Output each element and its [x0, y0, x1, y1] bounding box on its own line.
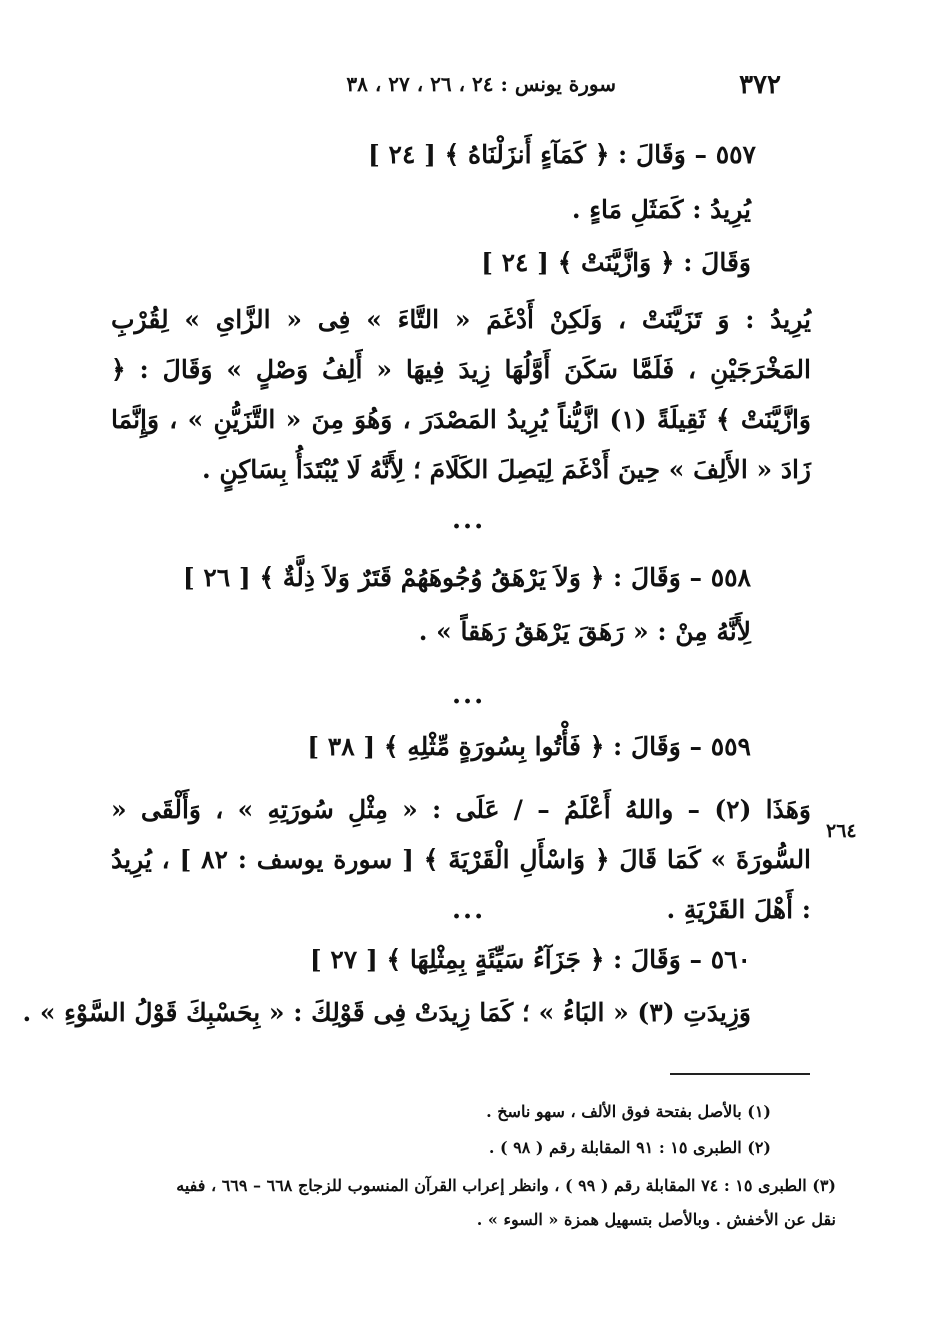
margin-page-reference: ٢٦٤ [826, 820, 857, 842]
footnote-3-line2: نقل عن الأخفش . وبالأصل بتسهيل همزة « السوء » . [476, 1210, 836, 1229]
running-header: سورة يونس : ٢٤ ، ٢٦ ، ٢٧ ، ٣٨ [346, 72, 616, 96]
footnote-1: (١) بالأصل بفتحة فوق الألف ، سهو ناسخ . [486, 1102, 771, 1121]
footnote-2: (٢) الطبرى ١٥ : ٩١ المقابلة رقم ( ٩٨ ) . [488, 1138, 771, 1157]
entry-560-line1: وَزِيدَتِ (٣) « البَاءُ » ؛ كَمَا زِيدَتْ فِى قَوْلِكَ : « بِحَسْبِكَ قَوْلُ السَّوْءِ » . [22, 998, 751, 1027]
entry-557-line1: يُرِيدُ : كَمَثَلِ مَاءٍ . [571, 195, 751, 224]
entry-557-paragraph: يُرِيدُ : وَ تَزَيَّنَتْ ، وَلَكِنْ أَدْغَمَ « التَّاءَ » فِى « الزَّاىِ » لِقُرْبِ المَخْرَجَيْنِ ، فَلَمَّا سَكَنَ أَوَّلُهَا زِيدَ فِيهَا « أَلِفُ وَصْلٍ » وَقَالَ : ﴿ وَازَّيَّنَتْ ﴾ ثَقِيلَةً (١) ازَّيُّناً يُرِيدُ المَصْدَرَ ، وَهُوَ مِنَ « التَّزَيُّنِ » ، وَإِنَّمَا زَادَ « الأَلِفَ » حِينَ أَدْغَمَ لِيَصِلَ الكَلَامَ ؛ لِأَنَّهُ لَا يُبْتَدَأُ بِسَاكِنٍ . [111, 305, 811, 484]
footnote-3-line1: (٣) الطبرى ١٥ : ٧٤ المقابلة رقم ( ٩٩ ) ، وانظر إعراب القرآن المنسوب للزجاج ٦٦٨ – ٦٦٩ ، ففيه [176, 1176, 836, 1195]
entry-559-heading: ٥٥٩ – وَقَالَ : ﴿ فَأْتُوا بِسُورَةٍ مِّثْلِهِ ﴾ [ ٣٨ ] [307, 732, 751, 761]
entry-558-heading: ٥٥٨ – وَقَالَ : ﴿ وَلاَ يَرْهَقُ وُجُوهَهُمْ قَتَرٌ وَلاَ ذِلَّةٌ ﴾ [ ٢٦ ] [182, 563, 751, 592]
entry-557-line2: وَقَالَ : ﴿ وَازَّيَّنَتْ ﴾ [ ٢٤ ] [481, 248, 751, 277]
separator-dots-3: ... [452, 895, 486, 925]
separator-dots-2: ... [452, 680, 486, 710]
footnote-rule [670, 1073, 810, 1075]
entry-557-heading: ٥٥٧ – وَقَالَ : ﴿ كَمَآءٍ أَنزَلْنَاهُ ﴾ [ ٢٤ ] [368, 140, 756, 169]
entry-558-line1: لِأَنَّهُ مِنْ : « رَهَقَ يَرْهَقُ رَهَقاً » . [418, 617, 751, 646]
entry-559-paragraph: وَهَذَا (٢) – واللهُ أَعْلَمُ – / عَلَى : « مِثْلِ سُورَتِهِ » ، وَأَلْقَى « السُّورَةَ » كَمَا قَالَ ﴿ وَاسْأَلِ الْقَرْيَةَ ﴾ [ سورة يوسف : ٨٢ ] ، يُرِيدُ : أَهْلَ القَرْيَةِ . [111, 795, 812, 924]
separator-dots-1: ... [452, 505, 486, 535]
entry-560-heading: ٥٦٠ – وَقَالَ : ﴿ جَزَآءُ سَيِّئَةٍ بِمِثْلِهَا ﴾ [ ٢٧ ] [309, 945, 751, 974]
page-number: ٣٧٢ [739, 70, 781, 100]
